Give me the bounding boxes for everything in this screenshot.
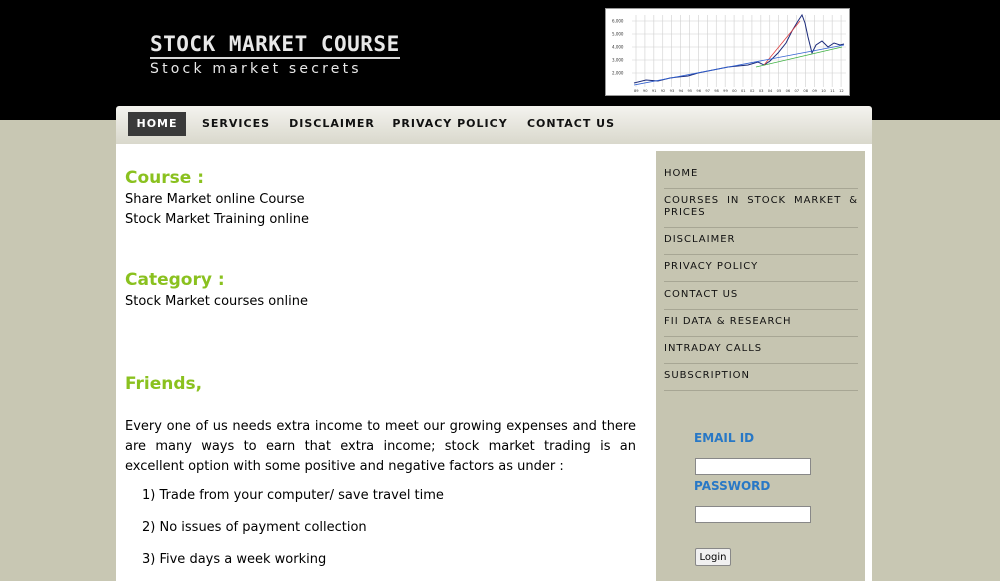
password-field[interactable] <box>695 506 811 523</box>
chart-x-tick-label: 99 <box>723 89 728 93</box>
sidebar-item-privacy-policy[interactable]: PRIVACY POLICY <box>664 261 858 282</box>
chart-x-tick-label: 95 <box>687 89 693 93</box>
sidebar-item-fii-data[interactable]: FII DATA & RESEARCH <box>664 316 858 337</box>
main-content <box>125 168 636 570</box>
list-item: 1) Trade from your computer/ save travel time <box>142 488 444 503</box>
chart-x-tick-label: 03 <box>758 89 764 93</box>
chart-y-ticks <box>612 19 624 76</box>
chart-y-tick-label: 5,000 <box>612 31 624 37</box>
chart-x-tick-label: 10 <box>821 89 826 93</box>
category-heading: Category : <box>125 270 225 290</box>
chart-x-tick-label: 93 <box>669 89 675 93</box>
content-area <box>116 144 872 581</box>
course-line: Stock Market Training online <box>125 212 310 227</box>
chart-x-tick-label: 09 <box>812 89 817 93</box>
chart-y-tick-label: 3,000 <box>612 57 624 63</box>
email-field[interactable] <box>695 458 811 475</box>
chart-x-tick-label: 01 <box>741 89 746 93</box>
nav-disclaimer[interactable]: DISCLAIMER <box>289 117 375 130</box>
sidebar-item-home[interactable]: HOME <box>664 168 858 189</box>
category-line: Stock Market courses online <box>125 294 308 309</box>
course-heading: Course : <box>125 168 205 188</box>
email-label: EMAIL ID <box>694 431 755 445</box>
header-stock-chart-image <box>605 8 850 96</box>
chart-x-tick-label: 90 <box>642 89 648 93</box>
list-item: 2) No issues of payment collection <box>142 520 367 535</box>
chart-y-tick-label: 4,000 <box>612 44 624 50</box>
chart-x-tick-label: 97 <box>705 89 710 93</box>
chart-x-tick-label: 06 <box>785 89 791 93</box>
chart-y-tick-label: 6,000 <box>612 18 624 24</box>
login-button[interactable]: Login <box>695 548 731 566</box>
chart-x-tick-label: 00 <box>732 89 737 93</box>
chart-x-tick-label: 94 <box>678 89 684 93</box>
sidebar-item-contact-us[interactable]: CONTACT US <box>664 289 858 310</box>
chart-x-tick-label: 08 <box>803 89 808 93</box>
site-header <box>0 0 1000 120</box>
chart-trendline-green <box>756 47 842 67</box>
chart-x-tick-label: 92 <box>660 89 666 93</box>
sidebar-item-courses[interactable]: COURSES IN STOCK MARKET & PRICES <box>664 195 858 228</box>
chart-trendline-blue <box>634 45 844 85</box>
top-navigation <box>116 106 872 144</box>
chart-x-tick-label: 07 <box>794 89 800 93</box>
chart-x-tick-label: 89 <box>634 89 639 93</box>
nav-contact-us[interactable]: CONTACT US <box>526 117 616 130</box>
nav-home[interactable]: HOME <box>128 112 186 136</box>
chart-y-tick-label: 2,000 <box>612 70 624 76</box>
sidebar-item-disclaimer[interactable]: DISCLAIMER <box>664 234 858 255</box>
chart-x-tick-label: 91 <box>651 89 657 93</box>
chart-x-tick-label: 05 <box>776 89 782 93</box>
chart-x-tick-label: 96 <box>696 89 701 93</box>
sidebar-item-intraday-calls[interactable]: INTRADAY CALLS <box>664 343 858 364</box>
nav-services[interactable]: SERVICES <box>201 117 271 130</box>
logo-title: STOCK MARKET COURSE <box>150 32 400 59</box>
logo-tagline: Stock market secrets <box>150 61 362 77</box>
password-label: PASSWORD <box>694 479 771 493</box>
chart-x-tick-label: 11 <box>830 89 835 93</box>
chart-x-ticks <box>634 89 844 93</box>
chart-x-tick-label: 98 <box>714 89 719 93</box>
list-item: 3) Five days a week working <box>142 552 327 567</box>
site-logo[interactable] <box>150 32 400 78</box>
nav-privacy-policy[interactable]: PRIVACY POLICY <box>392 117 508 130</box>
chart-x-tick-label: 02 <box>749 89 755 93</box>
intro-paragraph: Every one of us needs extra income to meet our growing expenses and there are many ways to earn that extra income; stock market trading is an excellent option with some positive and negative factors as under : <box>125 419 636 474</box>
course-line: Share Market online Course <box>125 192 305 207</box>
chart-x-tick-label: 04 <box>767 89 773 93</box>
friends-heading: Friends, <box>125 374 203 394</box>
sidebar <box>656 151 865 581</box>
sidebar-item-subscription[interactable]: SUBSCRIPTION <box>664 370 858 391</box>
chart-x-tick-label: 12 <box>839 89 844 93</box>
